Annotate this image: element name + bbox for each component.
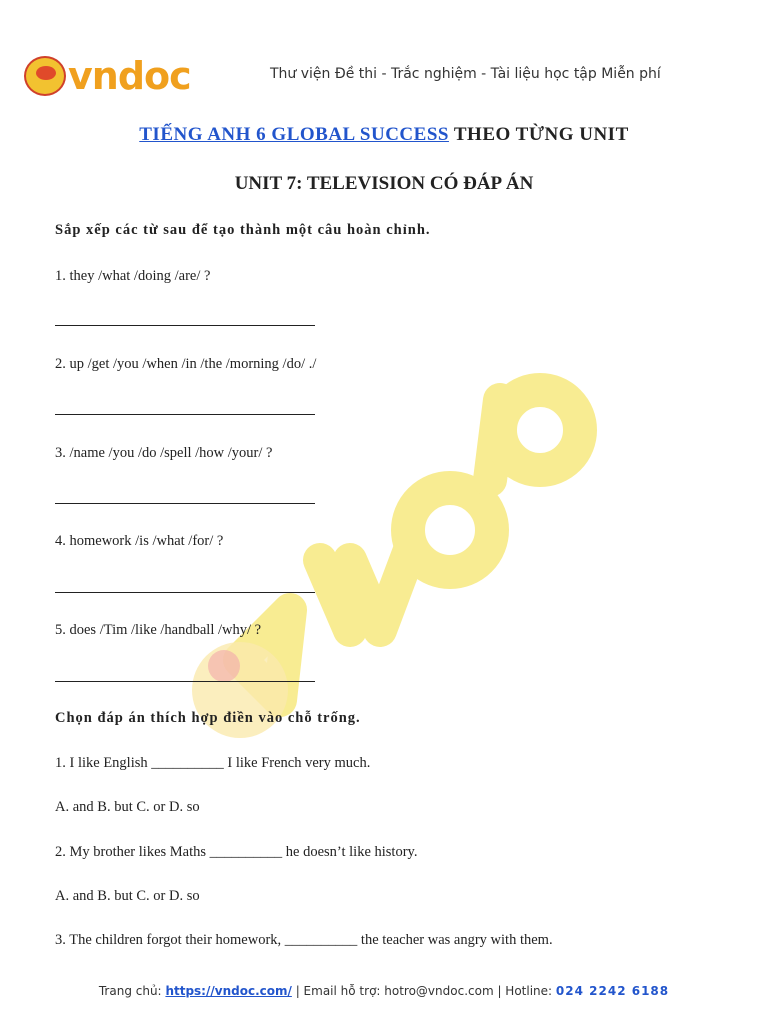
section1-heading: Sắp xếp các từ sau để tạo thành một câu hoàn chỉnh.: [55, 222, 431, 238]
title-rest: THEO TỪNG UNIT: [453, 124, 629, 145]
footer-home-label: Trang chủ:: [98, 984, 162, 998]
site-tagline: Thư viện Đề thi - Trắc nghiệm - Tài liệu học tập Miễn phí: [270, 66, 661, 82]
options-1: A. and B. but C. or D. so: [55, 799, 200, 815]
section2-heading: Chọn đáp án thích hợp điền vào chỗ trống.: [55, 710, 361, 726]
footer-email: | Email hỗ trợ: hotro@vndoc.com | Hotline:: [295, 984, 553, 998]
vndoc-logo[interactable]: [24, 52, 194, 100]
answer-blank[interactable]: [55, 503, 315, 504]
list-item: 1. they /what /doing /are/ ?: [55, 268, 211, 284]
list-item: 2. up /get /you /when /in /the /morning /do/ ./: [55, 356, 317, 372]
question-1: 1. I like English __________ I like French very much.: [55, 755, 371, 771]
footer-hotline[interactable]: 024 2242 6188: [555, 984, 670, 998]
list-item: 3. /name /you /do /spell /how /your/ ?: [55, 445, 273, 461]
unit-title: UNIT 7: TELEVISION CÓ ĐÁP ÁN: [234, 173, 534, 194]
page-title: [0, 124, 768, 146]
answer-blank[interactable]: [55, 681, 315, 682]
list-item: 5. does /Tim /like /handball /why/ ?: [55, 622, 262, 638]
logo-text: vndoc: [68, 54, 191, 98]
answer-blank[interactable]: [55, 414, 315, 415]
page-footer: [0, 984, 768, 998]
options-2: A. and B. but C. or D. so: [55, 888, 200, 904]
answer-blank[interactable]: [55, 592, 315, 593]
question-3: 3. The children forgot their homework, __________ the teacher was angry with them.: [55, 932, 553, 948]
question-2: 2. My brother likes Maths __________ he doesn’t like history.: [55, 844, 418, 860]
title-link[interactable]: TIẾNG ANH 6 GLOBAL SUCCESS: [139, 124, 449, 145]
answer-blank[interactable]: [55, 325, 315, 326]
chick-mascot-icon: [24, 56, 66, 96]
list-item: 4. homework /is /what /for/ ?: [55, 533, 224, 549]
footer-home-link[interactable]: https://vndoc.com/: [165, 984, 292, 998]
